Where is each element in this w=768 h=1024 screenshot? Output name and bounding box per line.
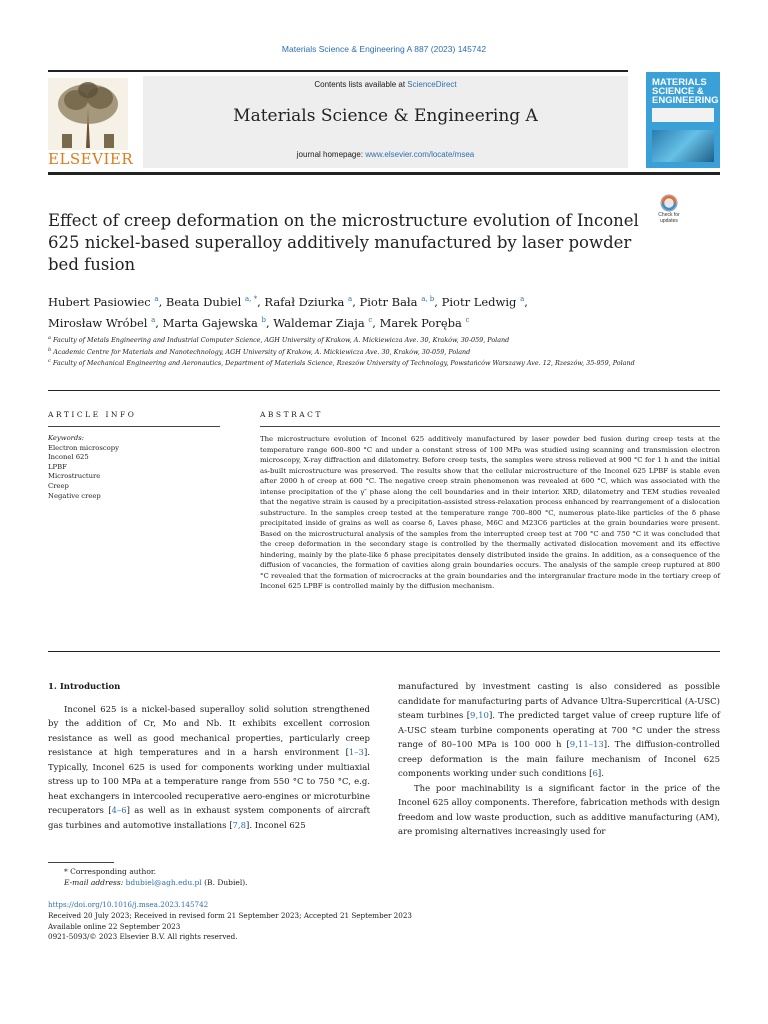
citation-link[interactable]: 9,11–13 bbox=[569, 740, 604, 750]
keyword: Inconel 625 bbox=[48, 453, 89, 462]
doi-link[interactable]: https://doi.org/10.1016/j.msea.2023.145742 bbox=[48, 900, 209, 909]
masthead-top-rule bbox=[48, 70, 628, 72]
intro-paragraph-1-cont: manufactured by investment casting is also considered as possible candidate for manufacturing parts of Advance Ultra-Supercritical (A-USC) steam turbines [9,10]. The predicted target value of creep rupture life of A-USC steam turbine components operating at 700 °C under the stress range of 80–100 MPa is 100 000 h [9,11–13]. The diffusion-controlled creep deformation is the main failure mechanism of Inconel 625 components working under such conditions [6]. bbox=[398, 682, 721, 779]
affiliation: $^b$ Academic Centre for Materials and Nanotechnology, AGH University of Krakow, A. Mickiewicza Ave. 30, Kraków, 30-059, Poland bbox=[48, 346, 471, 356]
article-title: Effect of creep deformation on the microstructure evolution of Inconel 625 nickel-based superalloy additively manufactured by laser powder bed fusion bbox=[48, 211, 639, 274]
cover-image bbox=[652, 130, 714, 162]
abstract-bottom-rule bbox=[48, 651, 720, 652]
check-updates-icon bbox=[652, 194, 686, 212]
email-line: E-mail address: bdubiel@agh.edu.pl (B. Dubiel). bbox=[64, 878, 248, 887]
author[interactable]: Piotr Bała $^{a, b}$ bbox=[359, 294, 435, 309]
author[interactable]: Marek Poręba $^c$ bbox=[379, 315, 470, 330]
sciencedirect-link[interactable]: ScienceDirect bbox=[407, 80, 457, 89]
keyword: Negative creep bbox=[48, 491, 101, 500]
abstract-rule bbox=[260, 426, 720, 427]
affiliation: $^c$ Faculty of Mechanical Engineering and Aeronautics, Department of Materials Science, Rzeszów University of Technology, Powstańców Warszawy Ave. 12, Rzeszów, 35-959, Poland bbox=[48, 358, 635, 368]
abstract-heading: ABSTRACT bbox=[260, 410, 323, 419]
keyword: Microstructure bbox=[48, 472, 101, 481]
header-divider bbox=[48, 390, 720, 391]
homepage-line bbox=[143, 150, 628, 159]
affiliations bbox=[48, 334, 638, 369]
citation-link[interactable]: 9,10 bbox=[470, 711, 489, 721]
keywords-block bbox=[48, 434, 220, 501]
keywords-label: Keywords: bbox=[48, 434, 85, 442]
cover-label-bar bbox=[652, 108, 714, 122]
cover-title: MATERIALS SCIENCE & ENGINEERING bbox=[652, 77, 719, 106]
citation-link[interactable]: 6 bbox=[592, 769, 598, 779]
footnotes bbox=[48, 866, 478, 888]
author[interactable]: Mirosław Wróbel $^a$ bbox=[48, 315, 156, 330]
masthead-bottom-rule bbox=[48, 172, 720, 175]
author[interactable]: Hubert Pasiowiec $^a$ bbox=[48, 294, 159, 309]
author[interactable]: Waldemar Ziaja $^c$ bbox=[273, 315, 373, 330]
elsevier-logo[interactable] bbox=[48, 78, 134, 168]
author[interactable]: Rafał Dziurka $^a$ bbox=[264, 294, 353, 309]
keyword: Electron microscopy bbox=[48, 443, 119, 452]
journal-cover-thumbnail[interactable] bbox=[646, 72, 720, 168]
journal-title[interactable]: Materials Science & Engineering A bbox=[233, 106, 538, 126]
available-online: Available online 22 September 2023 bbox=[48, 921, 181, 931]
elsevier-tree-icon bbox=[48, 78, 128, 150]
citation-link[interactable]: 7,8 bbox=[232, 820, 247, 831]
keyword: LPBF bbox=[48, 462, 67, 471]
elsevier-logo-text: ELSEVIER bbox=[48, 150, 134, 168]
article-info-heading: ARTICLE INFO bbox=[48, 410, 137, 419]
section-heading: 1. Introduction bbox=[48, 682, 121, 692]
corresponding-author-note: * Corresponding author. bbox=[64, 867, 157, 876]
author[interactable]: Beata Dubiel $^{a, *}$ bbox=[165, 294, 258, 309]
received-dates: Received 20 July 2023; Received in revised form 21 September 2023; Accepted 21 September 2023 bbox=[48, 910, 412, 920]
footnote-rule bbox=[48, 862, 114, 863]
keyword: Creep bbox=[48, 481, 69, 490]
homepage-prefix: journal homepage: bbox=[296, 150, 366, 159]
article-info-rule bbox=[48, 426, 220, 427]
check-for-updates-badge[interactable] bbox=[652, 194, 686, 230]
intro-paragraph-1: Inconel 625 is a nickel-based superalloy solid solution strengthened by the addition of Cr, Mo and Nb. It exhibits excellent corrosion resistance as well as good mechanical properties, particularly creep resistance at high temperatures and in a harsh environment [1–3]. Typically, Inconel 625 is used for components working under multiaxial stress up to 100 MPa at a temperature range from 550 °C to 750 °C, e.g. heat exchangers in intercooled recuperative aero-engines or microturbine recuperators [4–6] as well as in exhaust system components of aircraft gas turbines and automotive installations [7,8]. Inconel 625 bbox=[48, 704, 370, 831]
author-list: Hubert Pasiowiec $^a$, Beata Dubiel $^{a, *}$, Rafał Dziurka $^a$, Piotr Bała $^{a, b}$, Piotr Ledwig $^a$, Mirosław Wróbel $^a$, Marta Gajewska $^b$, Waldemar Ziaja $^c$, Marek Poręba $^c$ bbox=[48, 294, 528, 330]
body-right-column bbox=[398, 680, 720, 840]
running-head[interactable]: Materials Science & Engineering A 887 (2023) 145742 bbox=[281, 44, 487, 54]
contents-prefix: Contents lists available at bbox=[314, 80, 408, 89]
citation-link[interactable]: 1–3 bbox=[348, 748, 364, 758]
copyright: 0921-5093/© 2023 Elsevier B.V. All rights reserved. bbox=[48, 932, 238, 942]
email-link[interactable]: bdubiel@agh.edu.pl bbox=[125, 878, 202, 887]
journal-homepage-link[interactable]: www.elsevier.com/locate/msea bbox=[365, 150, 475, 159]
body-left-column bbox=[48, 680, 370, 833]
contents-line bbox=[143, 80, 628, 89]
intro-paragraph-2: The poor machinability is a significant factor in the price of the Inconel 625 alloy components. Therefore, fabrication methods with design freedom and low waste production, such as additive manufacturing (AM), are promising alternatives increasingly used for bbox=[398, 783, 720, 837]
check-updates-label: Check for updates bbox=[658, 212, 680, 224]
abstract-text: The microstructure evolution of Inconel 625 additively manufactured by laser powder bed fusion during creep tests at the temperature range 600–800 °C and under a constant stress of 100 MPa was studied using scanning and transmission electron microscopy, X-ray diffraction and dilatometry. Before creep tests, the samples were stress relieved at 900 °C for 1 h and the initial as-built microstructure was preserved. The results show that the cellular microstructure of the Inconel 625 LPBF is stable even after 2000 h of creep at 600 °C. The negative creep strain phenomenon was revealed at 600 °C, which was associated with the intense precipitation of the γ″ phase along the cell boundaries and in their interior. XRD, dilatometry and TEM studies revealed that the negative strain is caused by a precipitation-assisted stress-relaxation process enhanced by rearrangement of a dislocation substructure. In the samples creep tested at the temperature range 700–800 °C, numerous plate-like particles of the δ phase precipitated inside of grains as well as coarse δ, Laves phase, M6C and M23C6 particles at the grain boundaries were present. Based on the microstructural analysis of the samples from the interrupted creep test at 700 °C and 750 °C it was concluded that the creep deformation in the secondary stage is controlled by the thermally activated dislocation movement and its effective hindering, mainly by the plate-like δ phase precipitates densely distributed inside the grains. In addition, as a consequence of the diffusion of vacancies, the formation of cavities along grain boundaries occurs. The analysis of the sample creep ruptured at 800 °C revealed that the formation of microcracks at the grain boundaries and the intergranular fracture mode in the tertiary creep of Inconel 625 LPBF is controlled mainly by the diffusion mechanism. bbox=[260, 435, 720, 590]
publication-info bbox=[48, 900, 668, 943]
journal-banner bbox=[143, 76, 628, 168]
affiliation: $^a$ Faculty of Metals Engineering and Industrial Computer Science, AGH University of Krakow, A. Mickiewicza Ave. 30, Kraków, 30-059, Poland bbox=[48, 335, 510, 345]
author[interactable]: Piotr Ledwig $^a$ bbox=[441, 294, 525, 309]
author[interactable]: Marta Gajewska $^b$ bbox=[162, 315, 266, 330]
citation-link[interactable]: 4–6 bbox=[111, 806, 127, 816]
